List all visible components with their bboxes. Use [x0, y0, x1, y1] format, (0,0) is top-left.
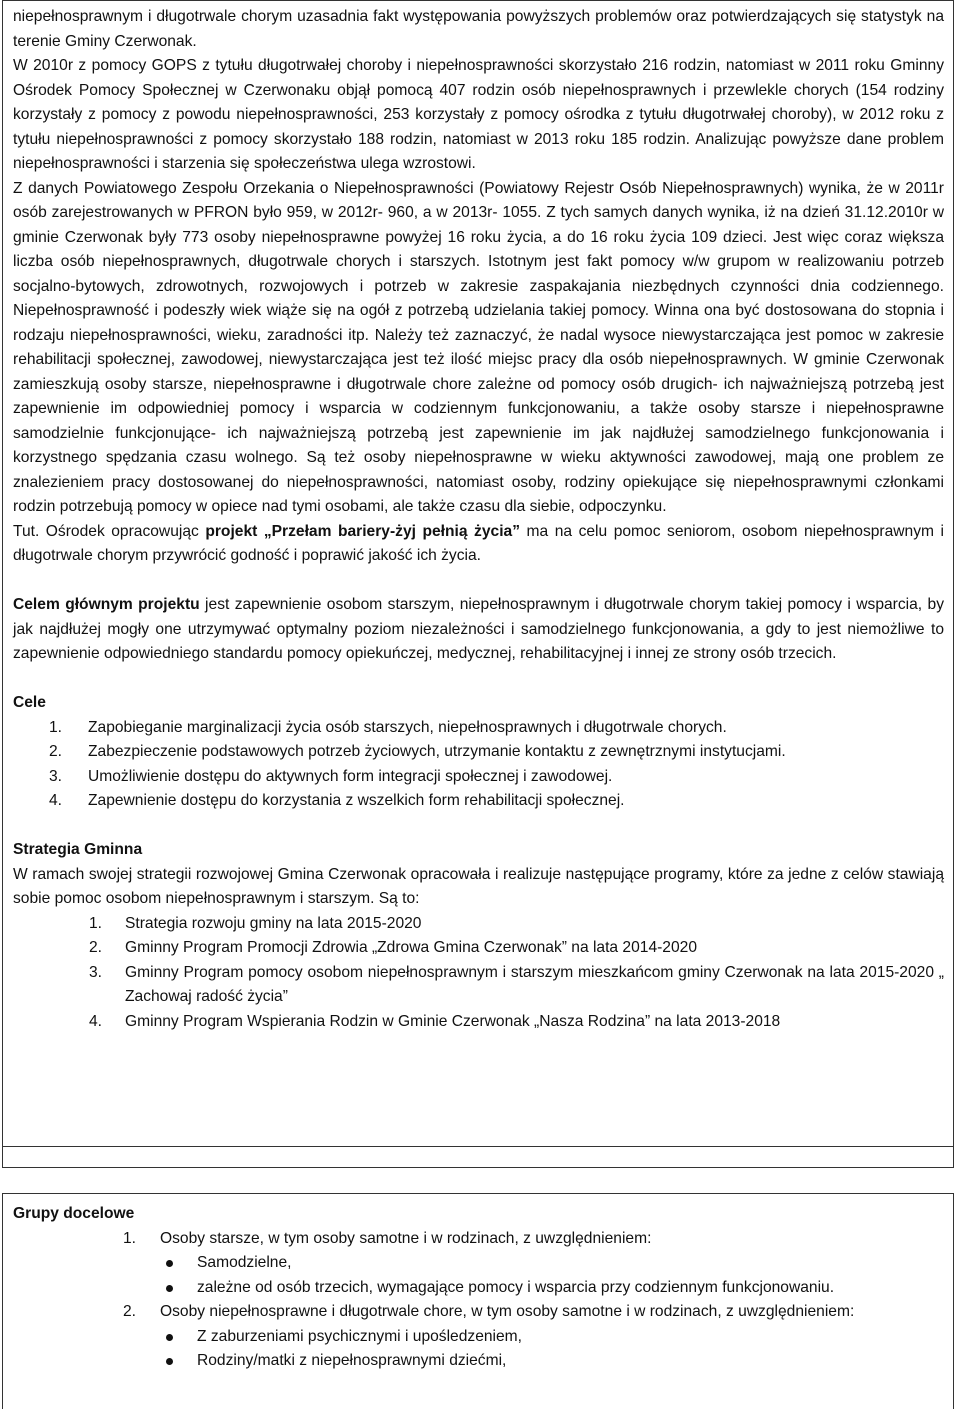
intro-paragraph-2: W 2010r z pomocy GOPS z tytułu długotrwałej choroby i niepełnosprawności skorzystało 216 rodzin, natomiast w 2011 roku Gminny Ośrodek Pomocy Społecznej w Czerwonaku objął pomocą 407 rodzin osób niepełnosprawnych i przewlekle chorych (154 rodziny korzystały z pomocy z powodu niepełnosprawności, 253 korzystały z pomocy ośrodka z tytułu długotrwałej choroby), w 2012 roku z tytułu niepełnosprawności z pomocy skorzystało 188 rodzin, natomiast w 2013 roku 185 rodzin. Analizując powyższe dane problem niepełnosprawności i starzenia się społeczeństwa ulega wzrostowi.	[13, 57, 944, 172]
main-content-box	[2, 0, 954, 1168]
intro-paragraph-1: niepełnosprawnym i długotrwale chorym uzasadnia fakt występowania powyższych problemów oraz potwierdzających się statystyk na terenie Gminy Czerwonak.	[13, 8, 944, 50]
main-goal-text: jest zapewnienie osobom starszym, niepełnosprawnym i długotrwale chorym takiej pomocy i wsparcia, by jak najdłużej mogły one utrzymywać optymalny poziom niezależności i samodzielnego funkcjonowania, a gdy to jest niemożliwe to zapewnienie odpowiedniego standardu pomocy opiekuńczej, medycznej, rehabilitacyjnej i innej ze strony osób trzecich.	[13, 596, 944, 662]
target-groups-box	[2, 1193, 954, 1409]
list-item: 2. Gminny Program Promocji Zdrowia „Zdrowa Gmina Czerwonak” na lata 2014-2020	[89, 939, 697, 956]
intro-paragraph-4	[13, 520, 944, 569]
list-item: 1. Strategia rozwoju gminy na lata 2015-2020	[89, 914, 422, 932]
list-item: 4. Zapewnienie dostępu do korzystania z wszelkich form rehabilitacji społecznej.	[49, 792, 625, 809]
bullet-item: Samodzielne,	[13, 1251, 944, 1276]
project-name: projekt „Przełam bariery-żyj pełnią życia”	[205, 522, 521, 540]
list-item: 2. Osoby niepełnosprawne i długotrwale chore, w tym osoby samotne i w rodzinach, z uwzględnieniem:	[123, 1303, 855, 1320]
main-goal-paragraph	[13, 593, 944, 667]
list-item: 2. Zabezpieczenie podstawowych potrzeb życiowych, utrzymanie kontaktu z zewnętrznymi instytucjami.	[49, 743, 786, 760]
strategy-intro: W ramach swojej strategii rozwojowej Gmina Czerwonak opracowała i realizuje następujące programy, które za jedne z celów stawiają sobie pomoc osobom niepełnosprawnym i starszym. Są to:	[13, 865, 944, 907]
group-2-bullets	[13, 1325, 944, 1374]
main-goal-label: Celem głównym projektu	[13, 596, 200, 613]
list-item: 3. Gminny Program pomocy osobom niepełnosprawnym i starszym mieszkańcom gminy Czerwonak na lata 2015-2020 „ Zachowaj radość życia”	[89, 963, 944, 1005]
intro-p4-end: ma na celu pomoc seniorom, osobom niepełnosprawnym i długotrwale chorym przywrócić godność i poprawić jakość ich życia.	[13, 522, 945, 564]
goals-heading: Cele	[13, 694, 46, 711]
goals-list	[13, 716, 944, 814]
group-1-bullets	[13, 1251, 944, 1300]
list-item: 3. Umożliwienie dostępu do aktywnych form integracji społecznej i zawodowej.	[49, 767, 613, 785]
strategy-list	[13, 912, 944, 1035]
list-item: 4. Gminny Program Wspierania Rodzin w Gminie Czerwonak „Nasza Rodzina” na lata 2013-2018	[89, 1012, 781, 1030]
target-groups-list	[13, 1227, 944, 1252]
strategy-heading: Strategia Gminna	[13, 841, 143, 858]
list-item: 1. Zapobieganie marginalizacji życia osób starszych, niepełnosprawnych i długotrwale chorych.	[49, 718, 727, 736]
table-separator-row	[3, 1146, 953, 1170]
bullet-item: Z zaburzeniami psychicznymi i upośledzeniem,	[13, 1325, 944, 1350]
bullet-item: zależne od osób trzecich, wymagające pomocy i wsparcia przy codziennym funkcjonowaniu.	[13, 1276, 944, 1301]
target-groups-list-2	[13, 1300, 944, 1325]
target-groups-heading: Grupy docelowe	[13, 1205, 135, 1222]
bullet-item: Rodziny/matki z niepełnosprawnymi dziećmi,	[13, 1349, 944, 1374]
intro-paragraph-3: Z danych Powiatowego Zespołu Orzekania o Niepełnosprawności (Powiatowy Rejestr Osób Niepełnosprawnych) wynika, że w 2011r osób zarejestrowanych w PFRON było 959, w 2012r- 960, a w 2013r- 1055. Z tych samych danych wynika, iż na dzień 31.12.2010r w gminie Czerwonak były 773 osoby niepełnosprawne powyżej 16 roku życia, a do 16 roku życia 109 dzieci. Jest więc coraz większa liczba osób niepełnosprawnych, długotrwale chorych i starszych. Istotnym jest fakt pomocy w/w grupom w realizowaniu potrzeb socjalno-bytowych, zdrowotnych, rozwojowych i potrzeb w zakresie zaspakajania niezbędnych czynności dnia codziennego. Niepełnosprawność i podeszły wiek wiąże się na ogół z potrzebą udzielania takiej pomocy. Winna ona być dostosowana do stopnia i rodzaju niepełnosprawności, wieku, zaradności itp. Należy też zaznaczyć, że nadal wysoce niewystarczająca jest pomoc w zakresie rehabilitacji społecznej, zawodowej, niewystarczająca jest też ilość miejsc pracy dla osób niepełnosprawnych. W gminie Czerwonak zamieszkują osoby starsze, niepełnosprawne i długotrwale chore zależne od pomocy osób drugich- ich najważniejszą potrzebą jest zapewnienie im odpowiedniej pomocy i wsparcia w codziennym funkcjonowaniu, a także osoby starsze i niepełnosprawne samodzielnie funkcjonujące- ich najważniejszą potrzebą jest zapewnienie im jak najdłużej samodzielnego funkcjonowania i korzystnego spędzania czasu wolnego. Są też osoby niepełnosprawne w wieku aktywności zawodowej, mają one problem ze znalezieniem pracy dostosowanej do niepełnosprawności, natomiast osoby, rodziny opiekujące się niepełnosprawnymi członkami rodzin potrzebują pomocy w opiece nad tymi osobami, ale także czasu dla siebie, odpoczynku.	[13, 179, 944, 515]
list-item: 1. Osoby starsze, w tym osoby samotne i w rodzinach, z uwzględnieniem:	[123, 1229, 652, 1247]
intro-p4-start: Tut. Ośrodek opracowując	[13, 522, 206, 540]
